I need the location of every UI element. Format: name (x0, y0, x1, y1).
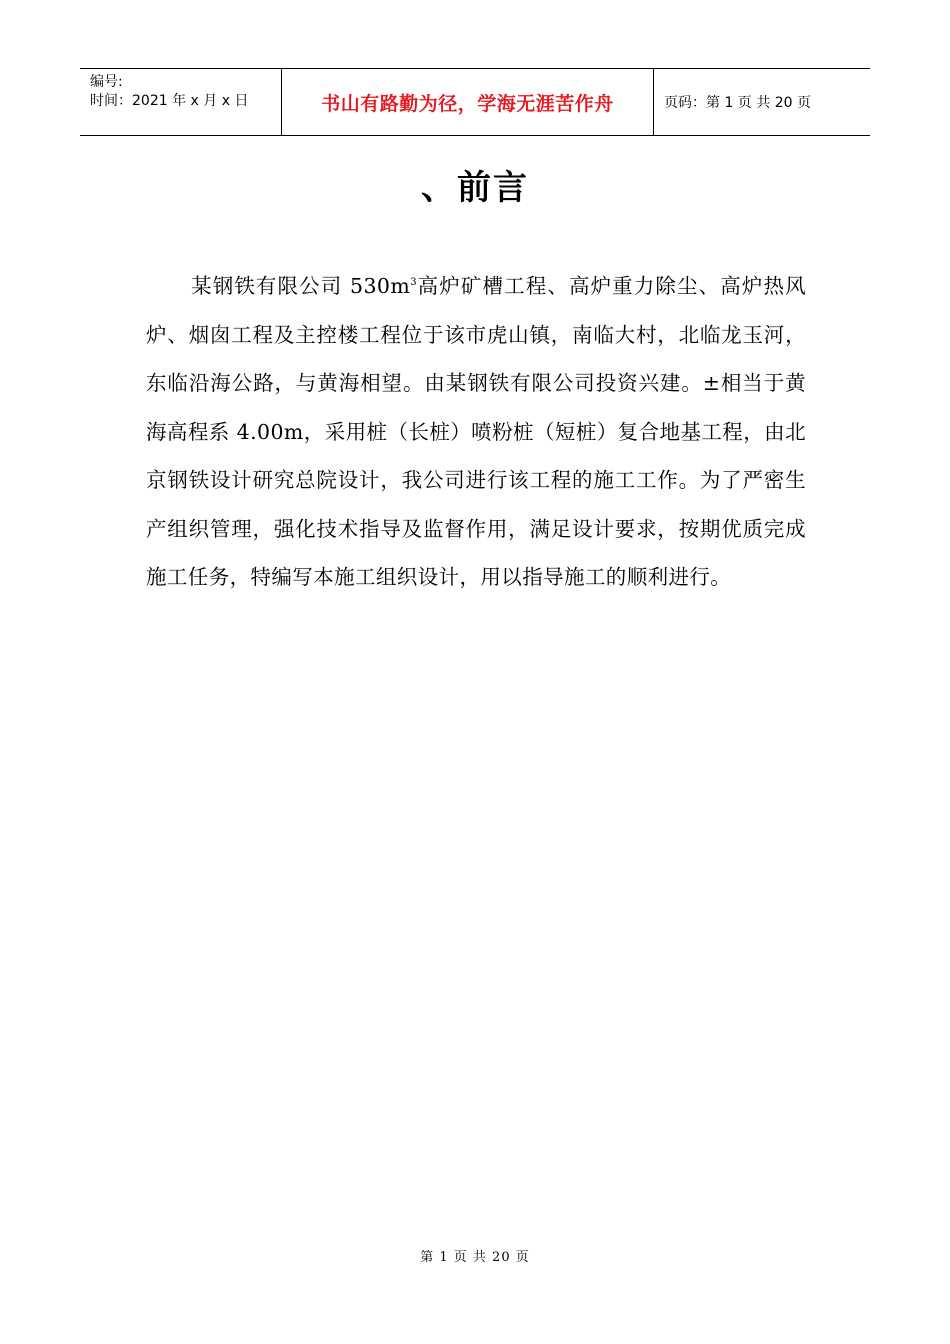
document-number-label: 编号: (90, 74, 123, 90)
page-footer: 第 1 页 共 20 页 (420, 1250, 530, 1265)
header-meta-cell (80, 69, 281, 135)
paragraph-text-start: 某钢铁有限公司 530m (191, 274, 411, 298)
header-page-info: 页码：第 1 页 共 20 页 (664, 95, 811, 111)
header-page-cell (654, 69, 870, 135)
paragraph-superscript: 3 (410, 277, 417, 289)
page-header (80, 68, 870, 136)
document-time-label: 时间：2021 年 x 月 x 日 (90, 93, 249, 109)
header-motto: 书山有路勤为径，学海无涯苦作舟 (321, 92, 614, 115)
section-title: 、前言 (421, 168, 529, 208)
paragraph-text-rest: 高炉矿槽工程、高炉重力除尘、高炉热风炉、烟囱工程及主控楼工程位于该市虎山镇，南临大村，北临龙玉河，东临沿海公路，与黄海相望。由某钢铁有限公司投资兴建。±相当于黄海高程系 4.00m，采用桩（长桩）喷粉桩（短桩）复合地基工程，由北京钢铁设计研究总院设计，我公司进行该工程的施工工作。为了严密生产组织管理，强化技术指导及监督作用，满足设计要求，按期优质完成施工任务，特编写本施工组织设计，用以指导施工的顺利进行。 (146, 274, 806, 589)
header-motto-cell (281, 69, 654, 135)
body-paragraph (146, 262, 806, 602)
